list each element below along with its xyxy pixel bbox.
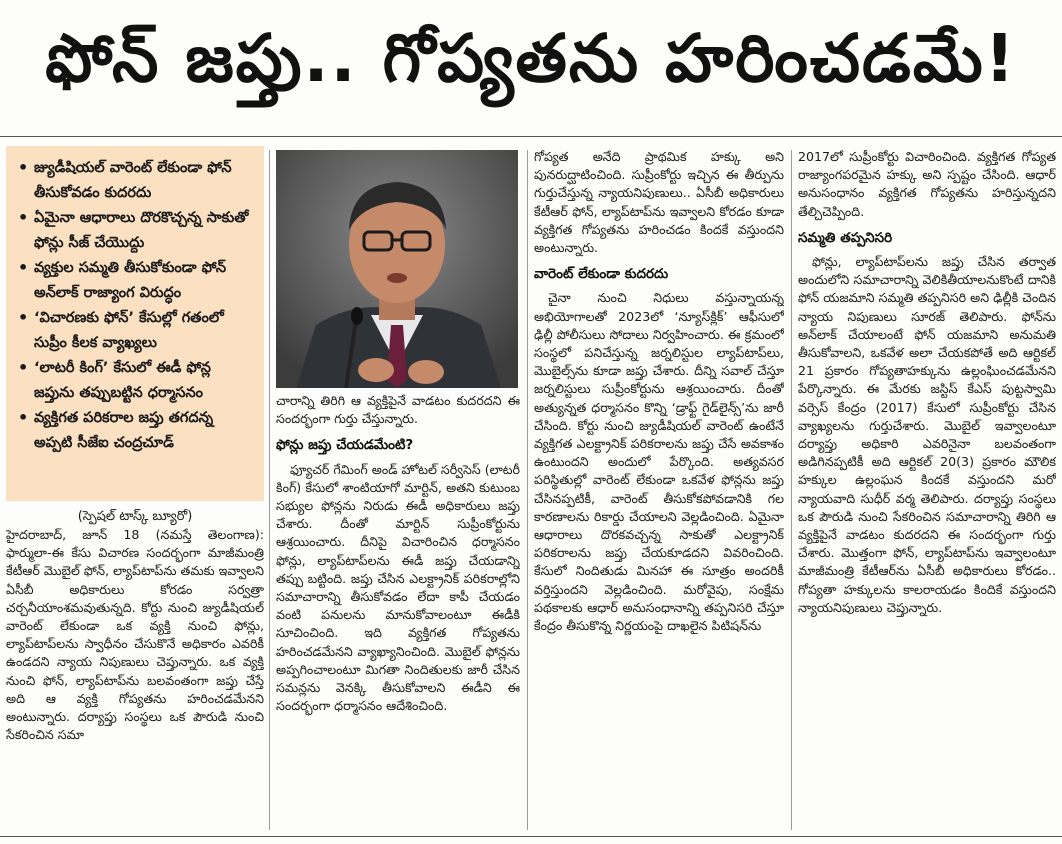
article-text-col3-b: చైనా నుంచి నిధులు వస్తున్నాయన్న అభియోగాలతో 2023లో ‘న్యూస్‌క్లిక్’ ఆఫీసులో ఢిల్లీ పోలీసులు సోదాలు నిర్వహించారు. ఈ క్రమంలో సంస్థలో పనిచేస్తున్న జర్నలిస్టుల ల్యాప్‌టాప్‌లు, మొబైల్స్‌ను కూడా జప్తు చేశారు. దీన్ని సవాల్ చేస్తూ జర్నలిస్టులు సుప్రీంకోర్టును ఆశ్రయించారు. దీంతో అత్యున్నత ధర్మాసనం కొన్ని ‘డ్రాఫ్ట్ గైడ్‌లైన్స్’ను జారీ చేసింది. కోర్టు నుంచి జ్యుడీషియల్ వారెంట్ ఉంటేనే వ్యక్తిగత ఎలక్ట్రానిక్ పరికరాలను జప్తు చేసే అవకాశం ఉంటుందని అందులో పేర్కొంది. అత్యవసర పరిస్థితుల్లో వారెంట్ లేకుండా ఒకవేళ ఫోన్లను జప్తు చేసినప్పటికీ, వారెంట్ తీసుకోకపోవడానికి గల కారణాలను రికార్డు చేయాలని వెల్లడించింది. ఏమైనా ఆధారాలు దొరకవచ్చన్న సాకుతో ఎలక్ట్రానిక్ పరికరాలను జప్తు చేయకూడదని వివరించింది. కేసులో నిందితుడు మినహా ఈ సూత్రం అందరికీ వర్తిస్తుందని వెల్లడించింది. మరోవైపు, సంక్షేమ పథకాలకు ఆధార్ అనుసంధానాన్ని తప్పనిసరి చేస్తూ కేంద్రం తీసుకొన్న నిర్ణయంపై దాఖలైన పిటిషన్‌ను	[534, 290, 784, 634]
column-rule	[791, 150, 792, 830]
headline-divider	[0, 136, 1062, 137]
column-rule	[269, 150, 270, 830]
article-text-col1: హైదరాబాద్, జూన్ 18 (నమస్తే తెలంగాణ): ఫార్ములా-ఈ కేసు విచారణ సందర్భంగా మాజీమంత్రి కేటీఆర్ మొబైల్ ఫోన్, ల్యాప్‌టాప్‌ను తమకు ఇవ్వాలని ఏసీబీ అధికారులు కోరడం సర్వత్రా చర్చనీయాంశమవుతున్నది. కోర్టు నుంచి జ్యుడీషియల్ వారెంట్ లేకుండా ఒక వ్యక్తి నుంచి ఫోన్లు, ల్యాప్‌టాప్‌లను స్వాధీనం చేసుకొనే అధికారం ఎవరికీ ఉండదని న్యాయ నిపుణులు చెప్తున్నారు. ఒక వ్యక్తి నుంచి ఫోన్, ల్యాప్‌టాప్‌ను బలవంతంగా జప్తు చేస్తే అది ఆ వ్యక్తి గోప్యతను హరించడమేనని అంటున్నారు. దర్యాప్తు సంస్థలు ఒక పౌరుడి నుంచి సేకరించిన సమా	[6, 527, 264, 743]
article-text-col2: ఫ్యూచర్ గేమింగ్ అండ్ హోటల్ సర్వీసెస్ (లాటరీ కింగ్) కేసులో శాంటియాగో మార్టిన్, అతని కుటుంబ సభ్యుల ఫోన్లను నిరుడు ఈడీ అధికారులు జప్తు చేశారు. దీంతో మార్టిన్ సుప్రీంకోర్టును ఆశ్రయించారు. దీనిపై విచారించిన ధర్మాసనం ఫోన్లు, ల్యాప్‌టాప్‌లను ఈడీ జప్తు చేయడాన్ని తప్పు బట్టింది. జప్తు చేసిన ఎలక్ట్రానిక్ పరికరాల్లోని సమాచారాన్ని తీసుకోవడం లేదా కాపీ చేయడం వంటి పనులను మానుకోవాలంటూ ఈడీకి సూచించింది. ఇది వ్యక్తిగత గోప్యతను హరించడమేనని వ్యాఖ్యానించింది. మొబైల్ ఫోన్లను అప్పగించాలంటూ మిగతా నిందితులకు జారీ చేసిన సమన్లను వెనక్కి తీసుకోవాలని ఈడీని ఈ సందర్భంగా ధర్మాసనం ఆదేశించింది.	[276, 461, 520, 714]
column-4	[798, 148, 1056, 832]
highlight-item: • ‘లాటరీ కింగ్’ కేసులో ఈడీ ఫోన్ల జప్తును తప్పుబట్టిన ధర్మాసనం	[18, 358, 211, 401]
article-text-col4-a: 2017లో సుప్రీంకోర్టు విచారించింది. వ్యక్తిగత గోప్యత రాజ్యాంగపరమైన హక్కు అని స్పష్టం చేసింది. ఆధార్ అనుసంధానం వ్యక్తిగత గోప్యతను హరిస్తున్నదని తేల్చిచెప్పింది.	[798, 149, 1056, 219]
highlights-box	[6, 146, 264, 501]
highlight-item: • ఏమైనా ఆధారాలు దొరకొచ్చన్న సాకుతో ఫోన్లు సీజ్ చేయొద్దు	[18, 208, 249, 251]
highlight-item: • ‘విచారణకు ఫోన్’ కేసుల్లో గతంలో సుప్రీం కీలక వ్యాఖ్యలు	[18, 308, 224, 351]
highlight-item: • వ్యక్తుల సమ్మతి తీసుకోకుండా ఫోన్ అన్‌లాక్ రాజ్యాంగ విరుద్ధం	[18, 258, 227, 301]
column-rule	[527, 150, 528, 830]
highlight-item: • వ్యక్తిగత పరికరాల జప్తు తగదన్న అప్పటి సీజేఐ చంద్రచూడ్	[18, 408, 214, 451]
headline: ఫోన్ జప్తు.. గోప్యతను హరించడమే!	[45, 20, 1017, 97]
subhead-consent-mandatory: సమ్మతి తప్పనిసరి	[798, 229, 893, 246]
column-2	[276, 392, 520, 832]
bottom-rule	[0, 836, 1062, 837]
column-1	[6, 508, 264, 828]
portrait-photo	[276, 150, 518, 388]
byline-desk: (స్పెషల్ టాస్క్ బ్యూరో)	[77, 509, 193, 524]
highlight-item: • జ్యుడీషియల్ వారెంట్ లేకుండా ఫోన్ తీసుకోవడం కుదరదు	[18, 158, 232, 201]
subhead-no-warrant: వారెంట్ లేకుండా కుదరదు	[534, 266, 669, 283]
portrait-illustration	[276, 150, 518, 388]
subhead-phones-seizure: ఫోన్లు జప్తు చేయడమేంటి?	[276, 437, 414, 454]
photo-caption-tail: చారాన్ని తిరిగి ఆ వ్యక్తిపైనే వాడటం కుదరదని ఈ సందర్భంగా గుర్తు చేస్తున్నారు.	[276, 393, 520, 427]
article-text-col4-b: ఫోన్లు, ల్యాప్‌టాప్‌లను జప్తు చేసిన తర్వాత అందులోని సమాచారాన్ని వెలికితీయాలనుకొంటే దానికి ఫోన్ యజమాని సమ్మతి తప్పనిసరి అని ఢిల్లీకి చెందిన న్యాయ నిపుణులు సూరజ్ తెలిపారు. ఫోన్‌ను అన్‌లాక్ చేయాలంటే ఫోన్ యజమాని అనుమతి తీసుకోవాలని, ఒకవేళ అలా చేయకపోతే అది ఆర్టికల్ 21 ప్రకారం గోప్యతాహక్కును ఉల్లంఘించడమేనని పేర్కొన్నారు. ఈ మేరకు జస్టిస్ కేఎస్ పుట్టస్వామి వర్సెస్ కేంద్రం (2017) కేసులో సుప్రీంకోర్టు చేసిన వ్యాఖ్యలను గుర్తుచేశారు. మొబైల్ ఇవ్వాలంటూ దర్యాప్తు అధికారి ఎవరినైనా బలవంతంగా అడిగినప్పటికీ అది ఆర్టికల్ 20(3) ప్రకారం మౌలిక హక్కుల ఉల్లంఘన కిందకే వస్తుందని మరో న్యాయవాది సుధీర్ వర్మ తెలిపారు. దర్యాప్తు సంస్థలు ఒక పౌరుడి నుంచి సేకరించిన సమాచారాన్ని తిరిగి ఆ వ్యక్తిపైనే వాడటం కుదరదని ఈ సందర్భంగా గుర్తు చేశారు. మొత్తంగా ఫోన్, ల్యాప్‌టాప్‌ను ఇవ్వాలంటూ మాజీమంత్రి కేటీఆర్‌ను ఏసీబీ అధికారులు కోరడం.. గోప్యతా హక్కులను కాలరాయడం కిందికే వస్తుందని న్యాయనిపుణులు చెప్తున్నారు.	[798, 254, 1056, 615]
article-text-col3-a: గోప్యత అనేది ప్రాథమిక హక్కు అని పునరుద్ఘాటించింది. సుప్రీంకోర్టు ఇచ్చిన ఈ తీర్పును గుర్తుచేస్తున్న న్యాయనిపుణులు.. ఏసీబీ అధికారులు కేటీఆర్ ఫోన్, ల్యాప్‌టాప్‌ను ఇవ్వాలని కోరడం కూడా వ్యక్తిగత గోప్యతను హరించడం కిందకే వస్తుందని అంటున్నారు.	[534, 149, 784, 256]
column-3	[534, 148, 784, 832]
